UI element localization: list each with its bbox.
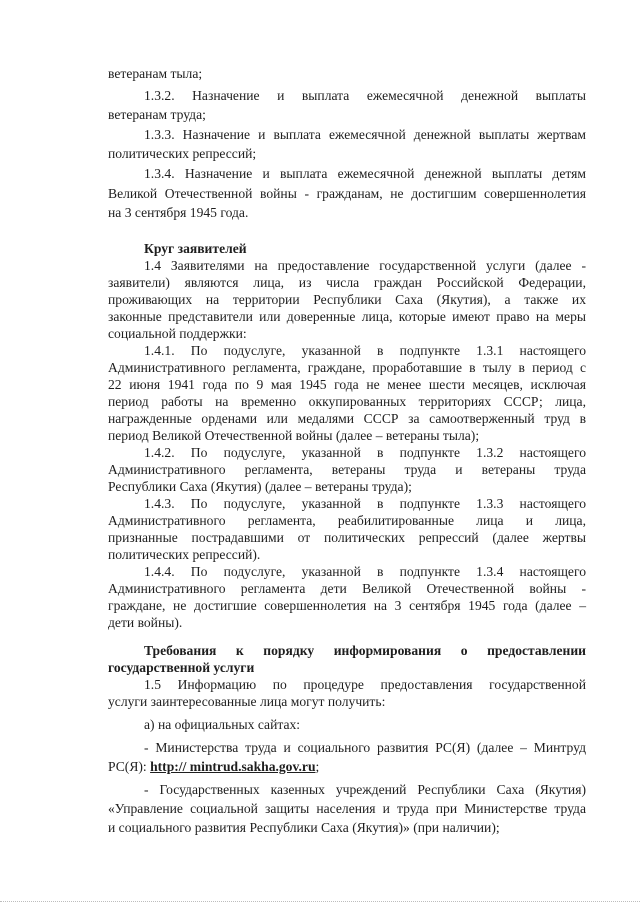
text-line: период Великой Отечественной войны (далее – ветераны тыла); (108, 428, 480, 443)
text-line: Великой Отечественной войны - гражданам, не достигшим совершеннолетия (108, 186, 586, 201)
text-line: признанные пострадавшими от политических репрессий (далее жертвы (108, 530, 586, 545)
text-line: - Государственных казенных учреждений Республики Саха (Якутия) (144, 782, 586, 797)
text-line (108, 759, 586, 775)
text-line: Административного регламента, граждане, проработавшие в тылу в период с (108, 360, 586, 375)
text-line: 1.4.4. По подуслуге, указанной в подпункте 1.3.4 настоящего (144, 564, 586, 579)
text-line: Республики Саха (Якутия) (далее – ветераны труда); (108, 479, 412, 494)
page-bottom-edge (0, 901, 640, 903)
text-line: 1.5 Информацию по процедуре предоставления государственной (144, 677, 586, 692)
text-fragment: ; (315, 759, 320, 774)
mintrud-link[interactable]: http:// mintrud.sakha.gov.ru (150, 759, 316, 774)
text-line: дети войны). (108, 615, 183, 630)
text-line: заявители) являются лица, из числа граждан Российской Федерации, (108, 275, 586, 290)
text-line: 1.3.2. Назначение и выплата ежемесячной денежной выплаты (144, 88, 586, 103)
text-line: 1.4.1. По подуслуге, указанной в подпункте 1.3.1 настоящего (144, 343, 586, 358)
text-line: - Министерства труда и социального развития РС(Я) (далее – Минтруд (144, 740, 586, 755)
text-line: социальной поддержки: (108, 326, 247, 341)
text-line: граждане, не достигшие совершеннолетия на 3 сентября 1945 года (далее – (108, 598, 586, 613)
text-line: Административного регламента, ветераны труда и ветераны труда (108, 462, 586, 477)
text-line: 1.3.4. Назначение и выплата ежемесячной денежной выплаты детям (144, 166, 586, 181)
text-fragment: РС(Я): (108, 759, 151, 774)
text-line: период работы на временно оккупированных территориях СССР; лица, (108, 394, 586, 409)
section-heading: Требования к порядку информирования о предоставлении (144, 643, 586, 658)
text-line: политических репрессий; (108, 146, 257, 161)
section-heading: государственной услуги (108, 660, 255, 675)
text-line: Административного регламента, реабилитированные лица и лица, (108, 513, 586, 528)
text-line: услуги заинтересованные лица могут получить: (108, 694, 386, 709)
text-line: «Управление социальной защиты населения и труда при Министерстве труда (108, 801, 586, 816)
text-line: ветеранам труда; (108, 107, 206, 122)
section-heading: Круг заявителей (144, 241, 247, 256)
text-line: ветеранам тыла; (108, 66, 203, 81)
text-line: а) на официальных сайтах: (144, 717, 301, 732)
text-line: 22 июня 1941 года по 9 мая 1945 года не менее шести месяцев, исключая (108, 377, 586, 392)
text-line: Административного регламента дети Великой Отечественной войны - (108, 581, 586, 596)
text-line: проживающих на территории Республики Саха (Якутия), а также их (108, 292, 586, 307)
text-line: законные представители или доверенные лица, которые имеют право на меры (108, 309, 586, 324)
text-line: 1.3.3. Назначение и выплата ежемесячной денежной выплаты жертвам (144, 127, 586, 142)
text-line: на 3 сентября 1945 года. (108, 205, 249, 220)
text-line: политических репрессий). (108, 547, 261, 562)
text-line: 1.4 Заявителями на предоставление государственной услуги (далее - (144, 258, 586, 273)
text-line: и социального развития Республики Саха (Якутия)» (при наличии); (108, 820, 500, 835)
text-line: награжденные орденами или медалями СССР за самоотверженный труд в (108, 411, 586, 426)
text-line: 1.4.3. По подуслуге, указанной в подпункте 1.3.3 настоящего (144, 496, 586, 511)
text-line: 1.4.2. По подуслуге, указанной в подпункте 1.3.2 настоящего (144, 445, 586, 460)
